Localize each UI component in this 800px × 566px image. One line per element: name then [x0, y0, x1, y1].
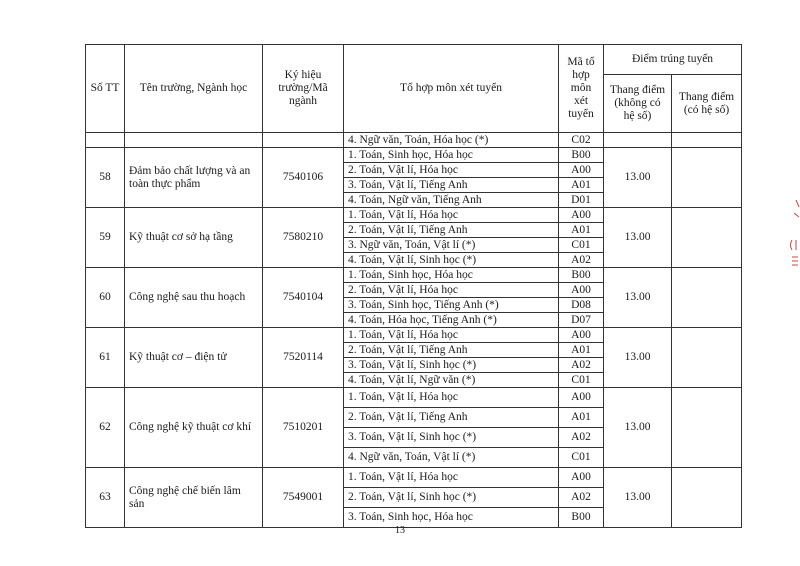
- header-scale-no-weight: Thang điểm (không có hệ số): [604, 75, 672, 133]
- subject-combo: 2. Toán, Vật lí, Sinh học (*): [344, 488, 559, 508]
- program-code: 7540104: [263, 268, 344, 328]
- subject-combo: 3. Toán, Vật lí, Sinh học (*): [344, 358, 559, 373]
- combo-code: A01: [559, 343, 604, 358]
- program-stt: 61: [86, 328, 125, 388]
- subject-combo: 3. Toán, Vật lí, Tiếng Anh: [344, 178, 559, 193]
- program-name: Kỹ thuật cơ sở hạ tầng: [125, 208, 263, 268]
- subject-combo: 3. Toán, Vật lí, Sinh học (*): [344, 428, 559, 448]
- table-row: [86, 268, 742, 283]
- table-row: [86, 468, 742, 488]
- header-admission-score: Điểm trúng tuyển: [604, 45, 742, 75]
- combo-code: A00: [559, 388, 604, 408]
- carryover-stt: [86, 133, 125, 148]
- admission-score: 13.00: [604, 148, 672, 208]
- subject-combo: 1. Toán, Vật lí, Hóa học: [344, 208, 559, 223]
- carryover-score: [604, 133, 672, 148]
- subject-combo: 1. Toán, Vật lí, Hóa học: [344, 328, 559, 343]
- program-name: Công nghệ sau thu hoạch: [125, 268, 263, 328]
- combo-code: A00: [559, 208, 604, 223]
- subject-combo: 4. Toán, Ngữ văn, Tiếng Anh: [344, 193, 559, 208]
- subject-combo: 4. Ngữ văn, Toán, Vật lí (*): [344, 448, 559, 468]
- combo-code: D08: [559, 298, 604, 313]
- header-combo-code: Mã tổ hợp môn xét tuyển: [559, 45, 604, 133]
- combo-code: A00: [559, 328, 604, 343]
- carryover-combo: 4. Ngữ văn, Toán, Hóa học (*): [344, 133, 559, 148]
- stamp-edge-marks: [786, 195, 800, 305]
- header-program-name: Tên trường, Ngành học: [125, 45, 263, 133]
- program-stt: 60: [86, 268, 125, 328]
- program-code: 7580210: [263, 208, 344, 268]
- program-code: 7540106: [263, 148, 344, 208]
- subject-combo: 3. Ngữ văn, Toán, Vật lí (*): [344, 238, 559, 253]
- combo-code: A02: [559, 253, 604, 268]
- combo-code: C01: [559, 238, 604, 253]
- combo-code: D01: [559, 193, 604, 208]
- carryover-combo-code: C02: [559, 133, 604, 148]
- admission-score-weighted: [672, 388, 742, 468]
- carryover-row: [86, 133, 742, 148]
- program-code: 7549001: [263, 468, 344, 528]
- program-name: Kỹ thuật cơ – điện tử: [125, 328, 263, 388]
- combo-code: B00: [559, 508, 604, 528]
- subject-combo: 2. Toán, Vật lí, Hóa học: [344, 283, 559, 298]
- combo-code: A01: [559, 223, 604, 238]
- subject-combo: 3. Toán, Sinh học, Hóa học: [344, 508, 559, 528]
- header-program-code: Ký hiệu trường/Mã ngành: [263, 45, 344, 133]
- combo-code: A02: [559, 428, 604, 448]
- admission-score: 13.00: [604, 388, 672, 468]
- program-stt: 62: [86, 388, 125, 468]
- header-subject-combo: Tổ hợp môn xét tuyển: [344, 45, 559, 133]
- program-name: Công nghệ chế biến lâm sản: [125, 468, 263, 528]
- table-row: [86, 328, 742, 343]
- subject-combo: 3. Toán, Sinh học, Tiếng Anh (*): [344, 298, 559, 313]
- header-scale-weighted: Thang điểm (có hệ số): [672, 75, 742, 133]
- subject-combo: 1. Toán, Vật lí, Hóa học: [344, 468, 559, 488]
- combo-code: C01: [559, 448, 604, 468]
- program-name: Công nghệ kỹ thuật cơ khí: [125, 388, 263, 468]
- program-stt: 58: [86, 148, 125, 208]
- admission-score: 13.00: [604, 328, 672, 388]
- subject-combo: 1. Toán, Sinh học, Hóa học: [344, 268, 559, 283]
- program-code: 7510201: [263, 388, 344, 468]
- program-name: Đảm bảo chất lượng và an toàn thực phẩm: [125, 148, 263, 208]
- table-row: [86, 148, 742, 163]
- combo-code: D07: [559, 313, 604, 328]
- combo-code: A01: [559, 178, 604, 193]
- admission-score-weighted: [672, 148, 742, 208]
- subject-combo: 2. Toán, Vật lí, Tiếng Anh: [344, 408, 559, 428]
- subject-combo: 4. Toán, Vật lí, Sinh học (*): [344, 253, 559, 268]
- admission-score-weighted: [672, 268, 742, 328]
- subject-combo: 2. Toán, Vật lí, Tiếng Anh: [344, 223, 559, 238]
- admission-score-table: [85, 44, 742, 528]
- combo-code: A02: [559, 488, 604, 508]
- combo-code: A00: [559, 163, 604, 178]
- combo-code: B00: [559, 148, 604, 163]
- subject-combo: 1. Toán, Vật lí, Hóa học: [344, 388, 559, 408]
- subject-combo: 4. Toán, Hóa học, Tiếng Anh (*): [344, 313, 559, 328]
- program-stt: 59: [86, 208, 125, 268]
- carryover-name: [125, 133, 263, 148]
- admission-score: 13.00: [604, 208, 672, 268]
- combo-code: A01: [559, 408, 604, 428]
- carryover-code: [263, 133, 344, 148]
- table-row: [86, 388, 742, 408]
- subject-combo: 2. Toán, Vật lí, Hóa học: [344, 163, 559, 178]
- carryover-score-weighted: [672, 133, 742, 148]
- page-number: 13: [395, 525, 405, 536]
- header-stt: Số TT: [86, 45, 125, 133]
- subject-combo: 4. Toán, Vật lí, Ngữ văn (*): [344, 373, 559, 388]
- admission-score: 13.00: [604, 268, 672, 328]
- subject-combo: 1. Toán, Sinh học, Hóa học: [344, 148, 559, 163]
- subject-combo: 2. Toán, Vật lí, Tiếng Anh: [344, 343, 559, 358]
- program-code: 7520114: [263, 328, 344, 388]
- combo-code: A00: [559, 468, 604, 488]
- combo-code: A02: [559, 358, 604, 373]
- program-stt: 63: [86, 468, 125, 528]
- combo-code: C01: [559, 373, 604, 388]
- combo-code: B00: [559, 268, 604, 283]
- header-row: [86, 45, 742, 75]
- admission-score-weighted: [672, 328, 742, 388]
- admission-score-weighted: [672, 208, 742, 268]
- admission-score: 13.00: [604, 468, 672, 528]
- table-body: [86, 45, 742, 528]
- table-row: [86, 208, 742, 223]
- combo-code: A00: [559, 283, 604, 298]
- admission-score-weighted: [672, 468, 742, 528]
